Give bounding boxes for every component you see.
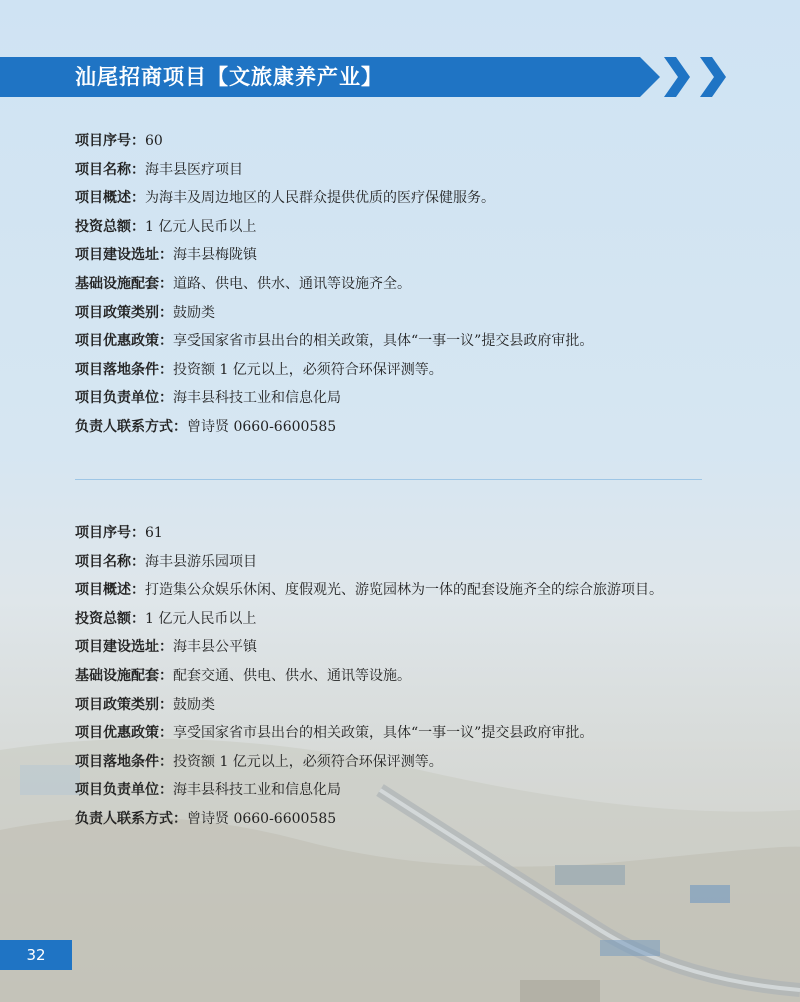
field-value: 鼓励类 bbox=[173, 304, 215, 321]
field-row bbox=[75, 805, 715, 834]
field-value: 享受国家省市县出台的相关政策，具体“一事一议”提交县政府审批。 bbox=[173, 333, 594, 350]
field-label: 项目负责单位： bbox=[75, 782, 173, 799]
field-row bbox=[75, 413, 715, 442]
field-value: 海丰县科技工业和信息化局 bbox=[173, 390, 341, 407]
field-label: 项目序号： bbox=[75, 525, 145, 541]
field-row bbox=[75, 633, 715, 662]
field-value: 投资额 1 亿元以上，必须符合环保评测等。 bbox=[173, 753, 443, 770]
field-row bbox=[75, 691, 715, 720]
field-label: 项目建设选址： bbox=[75, 639, 173, 656]
field-label: 项目概述： bbox=[75, 190, 145, 207]
chevron-right-icon bbox=[664, 57, 690, 97]
field-label: 基础设施配套： bbox=[75, 667, 173, 684]
field-value: 61 bbox=[145, 525, 163, 541]
field-label: 项目政策类别： bbox=[75, 696, 173, 713]
field-value: 为海丰及周边地区的人民群众提供优质的医疗保健服务。 bbox=[145, 190, 495, 207]
field-value: 海丰县游乐园项目 bbox=[145, 553, 257, 570]
chevron-right-icon bbox=[700, 57, 726, 97]
field-label: 投资总额： bbox=[75, 610, 145, 627]
field-row bbox=[75, 356, 715, 385]
field-value: 道路、供电、供水、通讯等设施齐全。 bbox=[173, 275, 411, 292]
field-row bbox=[75, 576, 715, 605]
field-row bbox=[75, 270, 715, 299]
field-value: 1 亿元人民币以上 bbox=[145, 610, 257, 627]
page-title: 汕尾招商项目【文旅康养产业】 bbox=[75, 65, 383, 89]
field-row bbox=[75, 519, 715, 548]
field-label: 负责人联系方式： bbox=[75, 810, 187, 827]
page-number: 32 bbox=[0, 940, 72, 970]
field-label: 项目建设选址： bbox=[75, 247, 173, 264]
section-divider bbox=[75, 479, 702, 480]
field-label: 项目优惠政策： bbox=[75, 725, 173, 742]
field-label: 项目落地条件： bbox=[75, 753, 173, 770]
field-value: 配套交通、供电、供水、通讯等设施。 bbox=[173, 667, 411, 684]
field-row bbox=[75, 213, 715, 242]
field-value: 海丰县医疗项目 bbox=[145, 161, 243, 178]
field-value: 曾诗贤 0660-6600585 bbox=[187, 418, 337, 435]
field-row bbox=[75, 662, 715, 691]
field-row bbox=[75, 776, 715, 805]
field-value: 享受国家省市县出台的相关政策，具体“一事一议”提交县政府审批。 bbox=[173, 725, 594, 742]
field-value: 60 bbox=[145, 133, 163, 149]
field-value: 海丰县梅陇镇 bbox=[173, 247, 257, 264]
field-label: 项目概述： bbox=[75, 582, 145, 599]
field-label: 项目序号： bbox=[75, 133, 145, 149]
field-row bbox=[75, 127, 715, 156]
field-value: 投资额 1 亿元以上，必须符合环保评测等。 bbox=[173, 361, 443, 378]
field-value: 曾诗贤 0660-6600585 bbox=[187, 810, 337, 827]
field-row bbox=[75, 241, 715, 270]
field-row bbox=[75, 748, 715, 777]
field-label: 项目名称： bbox=[75, 161, 145, 178]
field-label: 投资总额： bbox=[75, 218, 145, 235]
field-value: 海丰县公平镇 bbox=[173, 639, 257, 656]
field-row bbox=[75, 184, 715, 213]
field-value: 1 亿元人民币以上 bbox=[145, 218, 257, 235]
field-row bbox=[75, 719, 715, 748]
project-section-60 bbox=[75, 127, 715, 442]
field-row bbox=[75, 156, 715, 185]
field-label: 项目政策类别： bbox=[75, 304, 173, 321]
field-label: 负责人联系方式： bbox=[75, 418, 187, 435]
field-label: 项目负责单位： bbox=[75, 390, 173, 407]
project-section-61 bbox=[75, 519, 715, 834]
field-label: 项目优惠政策： bbox=[75, 333, 173, 350]
field-row bbox=[75, 327, 715, 356]
field-row bbox=[75, 299, 715, 328]
field-value: 鼓励类 bbox=[173, 696, 215, 713]
field-row bbox=[75, 384, 715, 413]
field-value: 打造集公众娱乐休闲、度假观光、游览园林为一体的配套设施齐全的综合旅游项目。 bbox=[145, 582, 663, 599]
field-row bbox=[75, 605, 715, 634]
field-value: 海丰县科技工业和信息化局 bbox=[173, 782, 341, 799]
field-label: 基础设施配套： bbox=[75, 275, 173, 292]
field-label: 项目名称： bbox=[75, 553, 145, 570]
field-label: 项目落地条件： bbox=[75, 361, 173, 378]
field-row bbox=[75, 548, 715, 577]
